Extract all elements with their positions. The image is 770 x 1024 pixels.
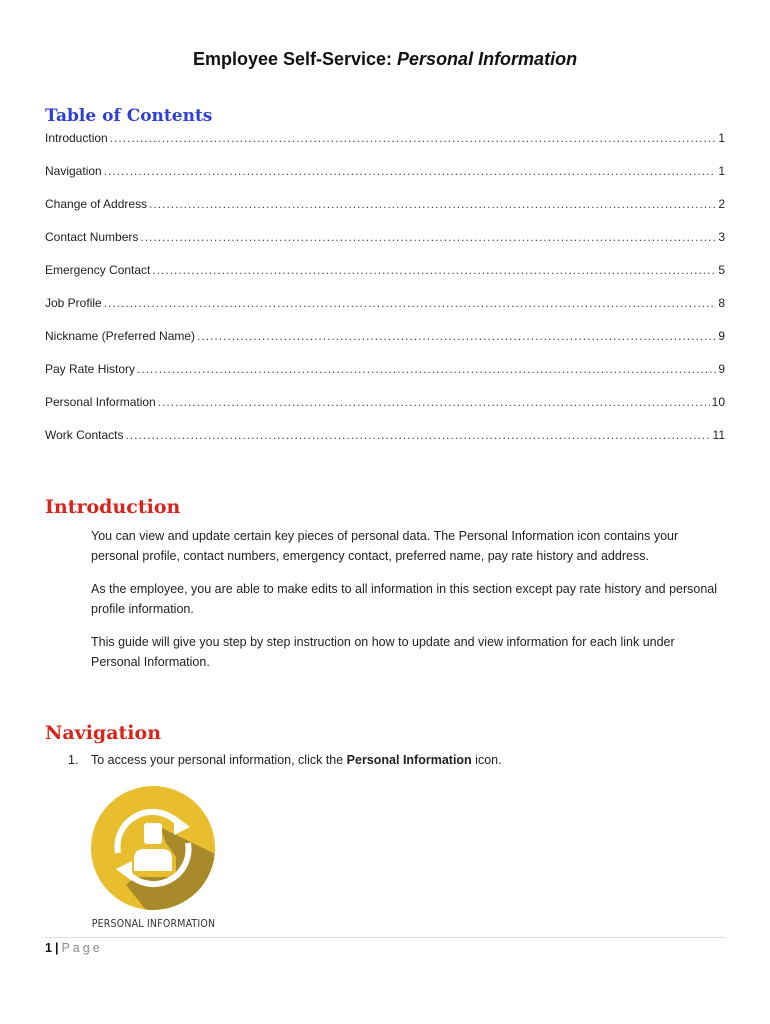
toc-entry[interactable] — [45, 197, 725, 230]
footer-page-word: Page — [61, 941, 103, 955]
icon-caption: PERSONAL INFORMATION — [91, 918, 216, 930]
introduction-heading: Introduction — [45, 496, 181, 518]
toc-entry-page: 5 — [718, 263, 725, 277]
document-title: Employee Self-Service: Personal Information — [192, 49, 578, 69]
footer-divider — [45, 937, 725, 938]
toc-entry-page: 9 — [718, 362, 725, 376]
toc-entry-label: Nickname (Preferred Name) — [45, 329, 196, 343]
toc-entry-page: 9 — [718, 329, 725, 343]
toc-leader — [149, 197, 716, 211]
toc-entry[interactable] — [45, 131, 725, 164]
introduction-paragraph: This guide will give you step by step instruction on how to update and view information for each link under Personal Information. — [91, 635, 675, 669]
person-head — [144, 823, 162, 844]
toc-entry[interactable] — [45, 263, 725, 296]
introduction-body — [91, 526, 721, 685]
toc-entry[interactable] — [45, 395, 725, 428]
toc-leader — [125, 428, 710, 442]
toc-leader — [152, 263, 716, 277]
toc-entry-page: 2 — [718, 197, 725, 211]
introduction-paragraph: As the employee, you are able to make edits to all information in this section except pay rate history and personal profile information. — [91, 582, 718, 616]
step-number: 1. — [68, 753, 79, 767]
toc-entry-label: Job Profile — [45, 296, 102, 310]
footer-page-number: 1 — [45, 941, 52, 955]
introduction-paragraph: You can view and update certain key pieces of personal data. The Personal Information icon contains your personal profile, contact numbers, emergency contact, preferred name, pay rate history and address. — [91, 529, 679, 563]
toc-entry-label: Change of Address — [45, 197, 148, 211]
step-bold-term: Personal Information — [346, 753, 472, 767]
personal-information-icon — [90, 785, 217, 935]
footer-separator: | — [54, 941, 59, 955]
toc-leader — [137, 362, 716, 376]
toc-entry-label: Personal Information — [45, 395, 156, 409]
toc-leader — [110, 131, 717, 145]
toc-entry-page: 8 — [718, 296, 725, 310]
toc-entry[interactable] — [45, 164, 725, 197]
toc-entry-page: 1 — [718, 131, 725, 145]
toc-leader — [140, 230, 716, 244]
toc-entry-label: Introduction — [45, 131, 108, 145]
toc-leader — [104, 164, 717, 178]
page-footer — [45, 941, 103, 955]
toc-entry-page: 11 — [712, 428, 725, 442]
navigation-heading: Navigation — [45, 722, 162, 744]
toc-entry[interactable] — [45, 230, 725, 263]
toc-entry[interactable] — [45, 329, 725, 362]
toc-entry-label: Pay Rate History — [45, 362, 136, 376]
toc-entry-page: 10 — [711, 395, 725, 409]
toc-entry-label: Emergency Contact — [45, 263, 151, 277]
person-body — [134, 849, 172, 871]
toc-heading: Table of Contents — [45, 106, 213, 126]
toc-entry-label: Contact Numbers — [45, 230, 139, 244]
navigation-step: 1. To access your personal information, click the Personal Information icon. — [68, 753, 502, 767]
toc-leader — [158, 395, 710, 409]
table-of-contents — [45, 131, 725, 461]
toc-entry[interactable] — [45, 428, 725, 461]
toc-leader — [104, 296, 717, 310]
toc-entry[interactable] — [45, 362, 725, 395]
toc-entry-label: Work Contacts — [45, 428, 124, 442]
toc-entry-page: 1 — [718, 164, 725, 178]
toc-entry-page: 3 — [718, 230, 725, 244]
toc-leader — [197, 329, 716, 343]
toc-entry-label: Navigation — [45, 164, 102, 178]
personal-information-icon-graphic — [90, 785, 217, 915]
toc-entry[interactable] — [45, 296, 725, 329]
